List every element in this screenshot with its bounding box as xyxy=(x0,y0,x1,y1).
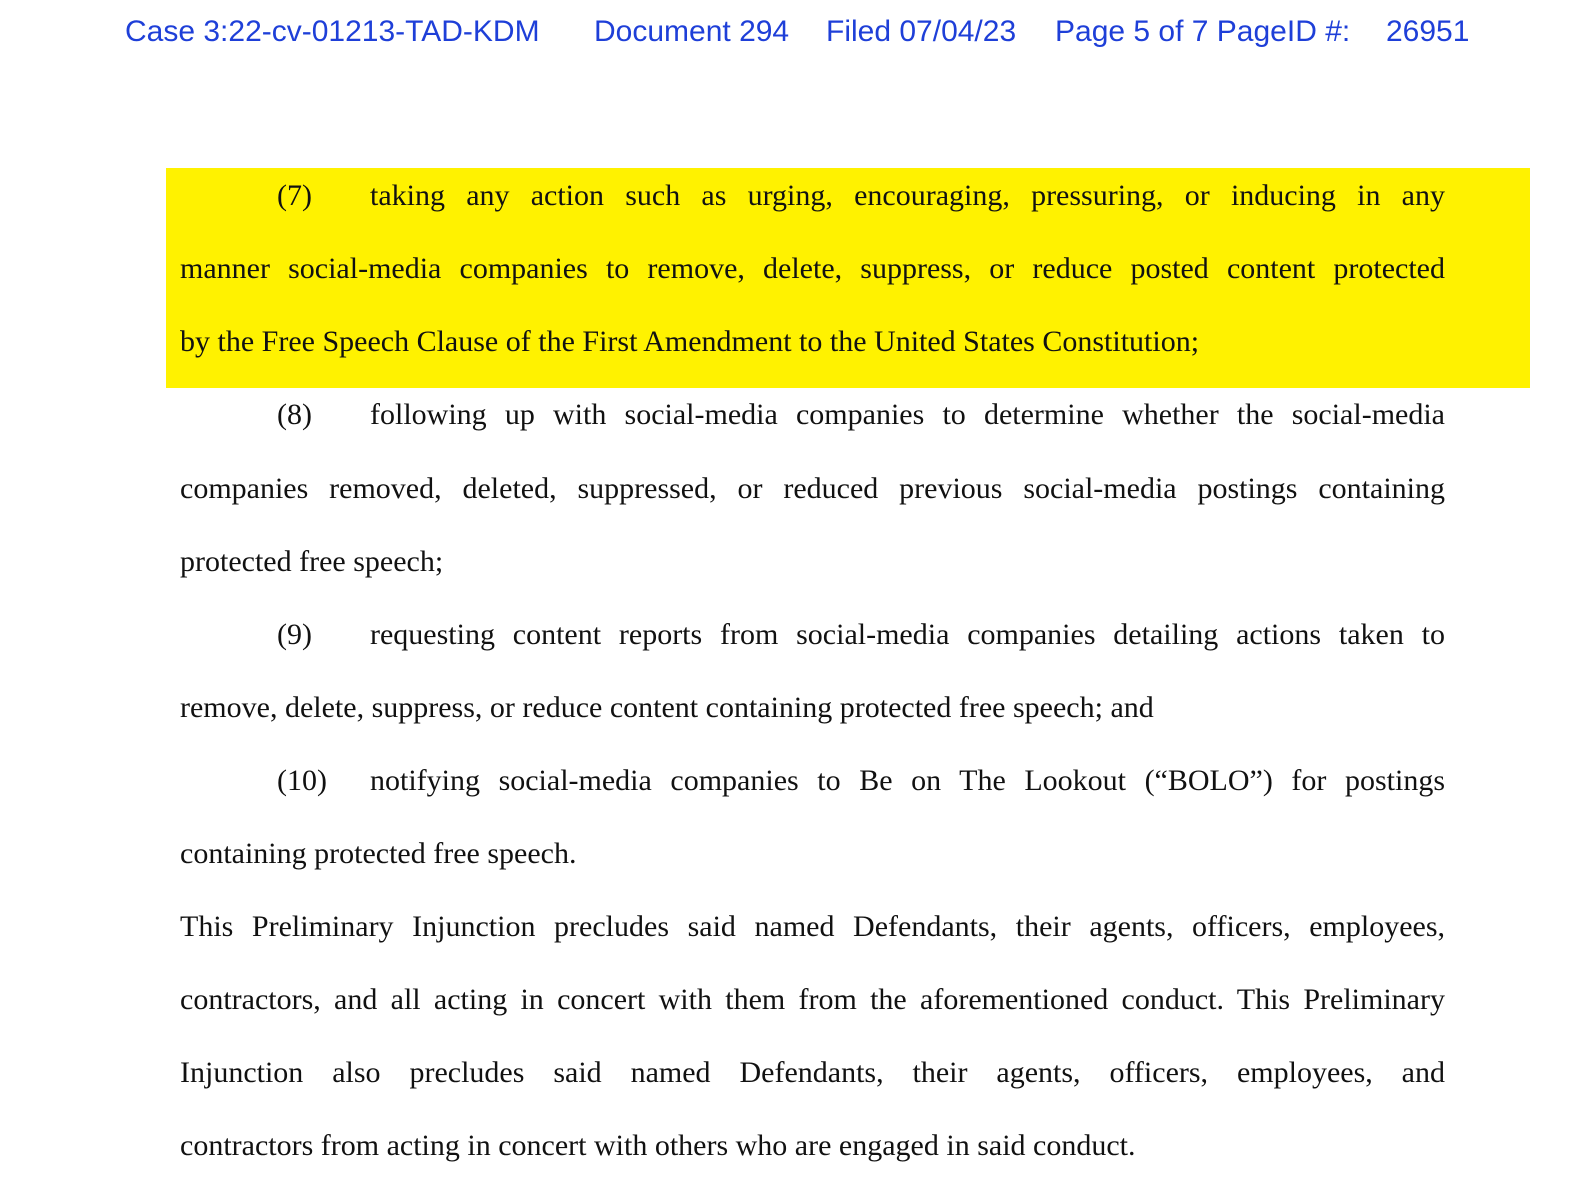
paragraph-line: contractors from acting in concert with others who are engaged in said conduct. xyxy=(180,1129,1136,1162)
paragraph-line: This Preliminary Injunction precludes said named Defendants, their agents, officers, employees, xyxy=(180,910,1445,943)
item-line: protected free speech; xyxy=(180,545,444,578)
item-line: notifying social-media companies to Be on The Lookout (“BOLO”) for postings xyxy=(370,764,1445,797)
item-line: companies removed, deleted, suppressed, or reduced previous social-media postings containing xyxy=(180,472,1445,505)
item-number: (7) xyxy=(277,179,312,212)
item-line: manner social-media companies to remove, delete, suppress, or reduce posted content protected xyxy=(180,252,1445,285)
item-line: containing protected free speech. xyxy=(180,837,577,870)
item-line: requesting content reports from social-media companies detailing actions taken to xyxy=(370,618,1445,651)
item-number: (10) xyxy=(277,764,327,797)
item-line: following up with social-media companies to determine whether the social-media xyxy=(370,398,1445,431)
filing-header xyxy=(0,12,1578,52)
item-line: by the Free Speech Clause of the First Amendment to the United States Constitution; xyxy=(180,325,1200,358)
document-number: Document 294 xyxy=(594,15,790,48)
paragraph-line: contractors, and all acting in concert with them from the aforementioned conduct. This Preliminary xyxy=(180,983,1445,1016)
page-indicator: Page 5 of 7 PageID #: xyxy=(1055,15,1351,48)
item-number: (8) xyxy=(277,398,312,431)
paragraph-line: Injunction also precludes said named Defendants, their agents, officers, employees, and xyxy=(180,1056,1445,1089)
item-line: remove, delete, suppress, or reduce content containing protected free speech; and xyxy=(180,691,1154,724)
filed-date: Filed 07/04/23 xyxy=(826,15,1017,48)
item-number: (9) xyxy=(277,618,312,651)
item-line: taking any action such as urging, encouraging, pressuring, or inducing in any xyxy=(370,179,1445,212)
case-number: Case 3:22-cv-01213-TAD-KDM xyxy=(125,15,540,48)
pageid-number: 26951 xyxy=(1386,15,1470,48)
